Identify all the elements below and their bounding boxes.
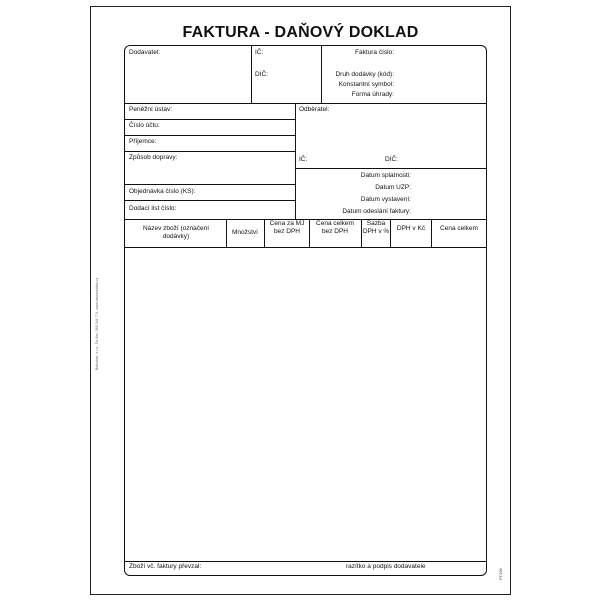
divider	[251, 46, 252, 103]
form-code: PT199	[498, 568, 503, 580]
uzp-date-label: Datum UZP:	[375, 184, 411, 191]
divider	[125, 200, 295, 201]
divider	[125, 247, 486, 248]
col-quantity: Množství	[231, 229, 258, 236]
customer-label: Odběratel:	[299, 106, 330, 113]
issue-date-label: Datum vystavení:	[360, 196, 411, 203]
bank-label: Peněžní ústav:	[129, 106, 172, 113]
supplier-label: Dodavatel:	[129, 49, 161, 56]
document-title: FAKTURA - DAŇOVÝ DOKLAD	[182, 24, 419, 41]
divider	[321, 46, 322, 103]
payment-method-label: Forma úhrady:	[351, 91, 394, 98]
col-vat-rate: Sazba DPH v %	[362, 220, 390, 235]
sent-date-label: Datum odeslání faktury:	[342, 208, 411, 215]
invoice-number-label: Faktura číslo:	[354, 49, 394, 56]
invoice-sheet	[90, 6, 511, 595]
divider	[309, 219, 310, 247]
recipient-label: Příjemce:	[129, 138, 157, 145]
customer-ic-label: IČ:	[299, 156, 308, 163]
divider	[264, 219, 265, 247]
customer-dic-label: DIČ:	[385, 156, 398, 163]
account-label: Číslo účtu:	[129, 122, 160, 129]
divider	[125, 119, 295, 120]
divider	[295, 103, 296, 219]
constant-symbol-label: Konstantní symbol:	[338, 81, 394, 88]
side-imprint: Baloušek, s.r.o., Tel./fax: 565 344 774, www.balousektisk.cz	[95, 277, 99, 370]
divider	[125, 561, 486, 562]
col-total: Cena celkem	[440, 225, 478, 232]
col-product-name: Název zboží (označení dodávky)	[142, 225, 210, 240]
col-total-without-vat: Cena celkem bez DPH	[316, 220, 354, 235]
supplier-dic-label: DIČ:	[255, 71, 268, 78]
supplier-signature-label: razítko a podpis dodavatele	[346, 563, 426, 570]
divider	[125, 135, 295, 136]
delivery-type-label: Druh dodávky (kód):	[335, 71, 394, 78]
goods-received-label: Zboží vč. faktury převzal:	[129, 563, 202, 570]
divider	[125, 184, 295, 185]
divider	[390, 219, 391, 247]
divider	[431, 219, 432, 247]
divider	[125, 103, 486, 104]
supplier-ic-label: IČ:	[255, 49, 264, 56]
divider	[295, 168, 486, 169]
divider	[125, 151, 295, 152]
col-unit-price: Cena za MJ bez DPH	[269, 220, 305, 235]
col-vat-amount: DPH v Kč	[396, 225, 426, 232]
order-number-label: Objednávka číslo (KS):	[129, 188, 196, 195]
invoice-form	[124, 45, 487, 576]
delivery-note-label: Dodací list číslo:	[129, 205, 177, 212]
transport-label: Způsob dopravy:	[129, 154, 178, 161]
due-date-label: Datum splatnosti:	[360, 172, 411, 179]
